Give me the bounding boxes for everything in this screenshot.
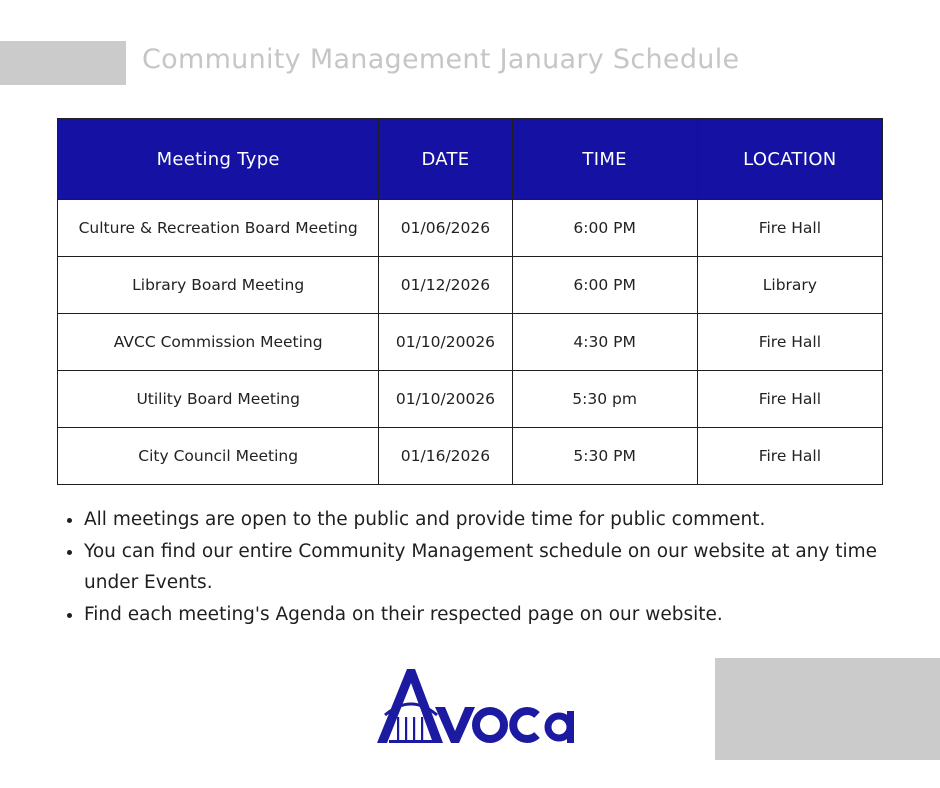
logo-base [389, 740, 433, 743]
note-item: • Find each meeting's Agenda on their respected page on our website. [84, 599, 904, 631]
logo-letter-o [476, 711, 504, 739]
cell-location: Library [697, 257, 882, 314]
logo-pillar [421, 717, 423, 741]
table-row [58, 200, 883, 257]
cell-time: 5:30 pm [512, 371, 697, 428]
cell-meeting-type: City Council Meeting [58, 428, 379, 485]
cell-date: 01/16/2026 [379, 428, 512, 485]
cell-time: 4:30 PM [512, 314, 697, 371]
cell-date: 01/10/20026 [379, 371, 512, 428]
table-row [58, 428, 883, 485]
avoca-logo [375, 663, 575, 745]
header-date: DATE [379, 119, 512, 200]
cell-location: Fire Hall [697, 371, 882, 428]
decorative-bar-top [0, 41, 126, 85]
notes-list [64, 504, 904, 630]
page-title: Community Management January Schedule [142, 44, 740, 75]
header-meeting-type: Meeting Type [58, 119, 379, 200]
logo-letter-c [513, 711, 537, 739]
cell-date: 01/12/2026 [379, 257, 512, 314]
cell-time: 6:00 PM [512, 200, 697, 257]
table-header-row [58, 119, 883, 200]
schedule-table [57, 118, 883, 485]
cell-location: Fire Hall [697, 200, 882, 257]
header-location: LOCATION [697, 119, 882, 200]
cell-date: 01/10/20026 [379, 314, 512, 371]
logo-pillar [405, 717, 407, 741]
header-time: TIME [512, 119, 697, 200]
cell-meeting-type: Culture & Recreation Board Meeting [58, 200, 379, 257]
note-item: • All meetings are open to the public and provide time for public comment. [84, 504, 904, 536]
note-item: • You can find our entire Community Management schedule on our website at any time under Events. [84, 536, 904, 599]
cell-date: 01/06/2026 [379, 200, 512, 257]
cell-time: 6:00 PM [512, 257, 697, 314]
cell-time: 5:30 PM [512, 428, 697, 485]
cell-location: Fire Hall [697, 428, 882, 485]
logo-pillar [397, 717, 399, 741]
cell-location: Fire Hall [697, 314, 882, 371]
logo-letter-a-stem [567, 711, 574, 743]
logo-letter-v [435, 707, 475, 743]
table-row [58, 371, 883, 428]
cell-meeting-type: Utility Board Meeting [58, 371, 379, 428]
logo-pillar [413, 717, 415, 741]
cell-meeting-type: AVCC Commission Meeting [58, 314, 379, 371]
table-row [58, 314, 883, 371]
decorative-bar-bottom [715, 658, 940, 760]
table-row [58, 257, 883, 314]
logo-letter-a-bowl [548, 716, 570, 738]
logo-a-mark [377, 669, 443, 743]
cell-meeting-type: Library Board Meeting [58, 257, 379, 314]
